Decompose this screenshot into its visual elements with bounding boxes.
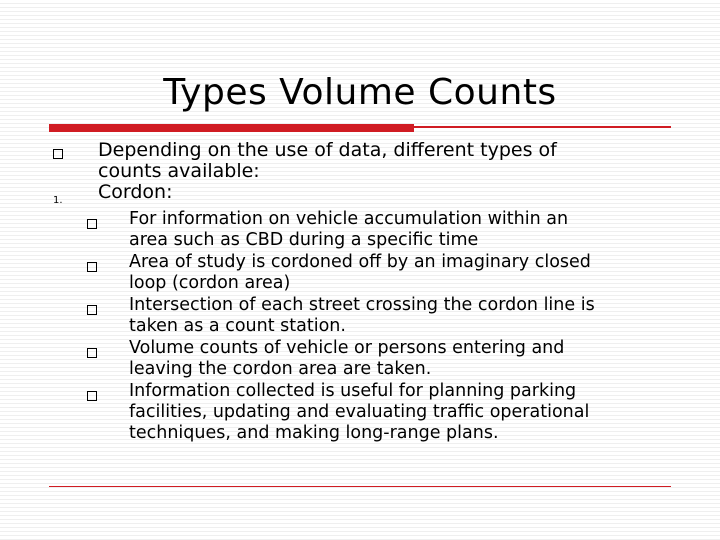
- square-bullet-icon: [87, 391, 97, 401]
- sub-bullet-text-line: Information collected is useful for planning parking: [129, 381, 577, 401]
- title-divider-line: [414, 126, 671, 128]
- square-bullet-icon: [87, 219, 97, 229]
- square-bullet-icon: [87, 305, 97, 315]
- sub-bullet-item: [129, 252, 591, 294]
- bullet-item-cordon: [98, 182, 173, 203]
- sub-bullet-item: [129, 295, 595, 337]
- bullet-item-types: [98, 140, 557, 182]
- footer-divider-line: [49, 486, 671, 487]
- square-bullet-icon: [87, 262, 97, 272]
- sub-bullet-item: [129, 338, 564, 380]
- sub-bullet-text-line: techniques, and making long-range plans.: [129, 423, 499, 443]
- square-bullet-icon: [53, 149, 63, 159]
- list-number: 1.: [53, 195, 63, 206]
- sub-bullet-item: [129, 209, 568, 251]
- sub-bullet-text-line: For information on vehicle accumulation within an: [129, 209, 569, 229]
- sub-bullet-text-line: Volume counts of vehicle or persons entering and: [129, 338, 565, 358]
- slide-title: Types Volume Counts: [163, 72, 557, 113]
- sub-bullet-text-line: loop (cordon area): [129, 273, 291, 293]
- sub-bullet-text-line: leaving the cordon area are taken.: [129, 359, 432, 379]
- square-bullet-icon: [87, 348, 97, 358]
- sub-bullet-text-line: Intersection of each street crossing the cordon line is: [129, 295, 595, 315]
- bullet-text-line: Cordon:: [98, 181, 173, 203]
- sub-bullet-item: [129, 381, 589, 444]
- bullet-text-line: counts available:: [98, 160, 260, 182]
- sub-bullet-text-line: facilities, updating and evaluating traffic operational: [129, 402, 590, 422]
- title-accent-bar: [49, 124, 414, 132]
- bullet-text-line: Depending on the use of data, different types of: [98, 139, 557, 161]
- sub-bullet-text-line: Area of study is cordoned off by an imaginary closed: [129, 252, 591, 272]
- sub-bullet-text-line: area such as CBD during a specific time: [129, 230, 479, 250]
- sub-bullet-text-line: taken as a count station.: [129, 316, 346, 336]
